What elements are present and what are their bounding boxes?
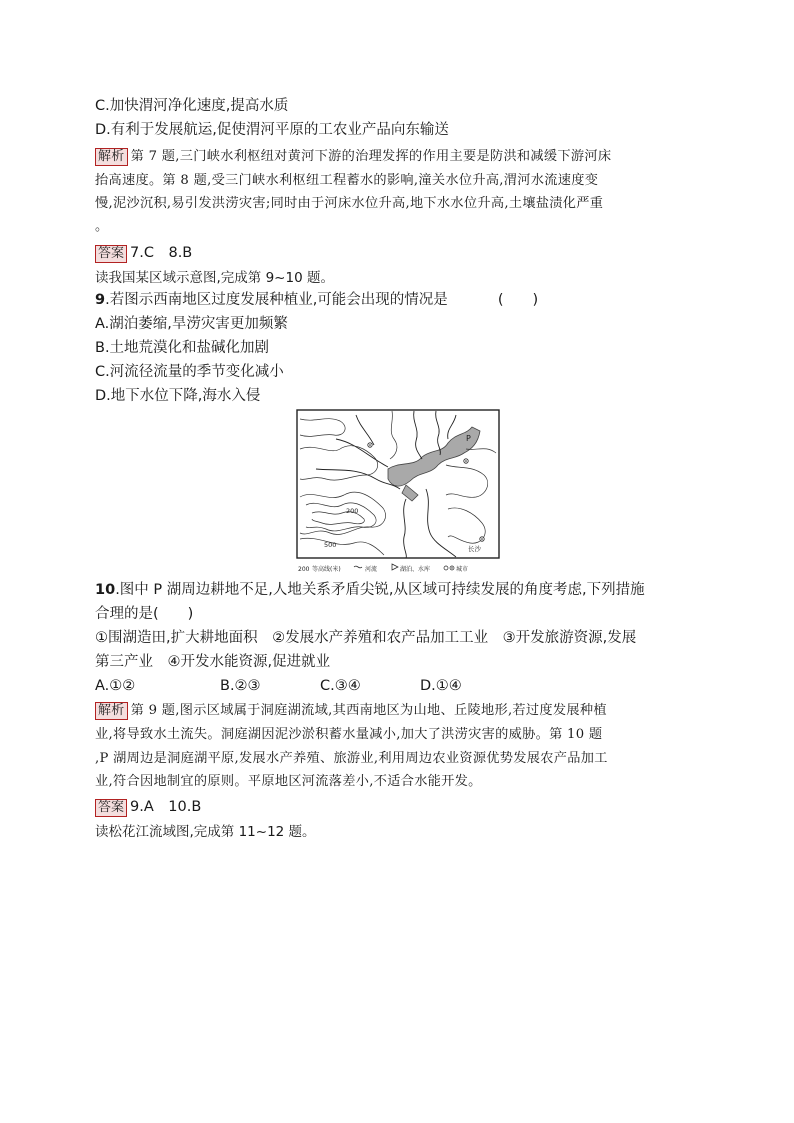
explanation-line: [95, 147, 611, 167]
intro-text: 读我国某区域示意图,完成第 9~10 题。: [95, 270, 334, 286]
intro-text: 读松花江流域图,完成第 11~12 题。: [95, 824, 316, 840]
explanation-line: [95, 701, 607, 721]
answer-line: [95, 797, 201, 817]
explanation-line: 抬高速度。第 8 题,受三门峡水利枢纽工程蓄水的影响,潼关水位升高,渭河水流速度变: [95, 173, 599, 188]
explanation-line: ,P 湖周边是洞庭湖平原,发展水产养殖、旅游业,利用周边农业资源优势发展农产品加工: [95, 751, 608, 766]
q9-option-b: B.土地荒漠化和盐碱化加剧: [95, 340, 270, 356]
question-number: 10: [95, 582, 116, 598]
legend-lake: 湖泊、水库: [400, 566, 431, 573]
answer-text: 7.C 8.B: [130, 245, 193, 261]
contour-label-200: 200: [346, 507, 359, 515]
city-legend-icon: [444, 566, 448, 570]
answer-text: 9.A 10.B: [130, 799, 202, 815]
question-9-stem: [95, 290, 538, 310]
question-10-stem-cont: 合理的是( ): [95, 606, 194, 622]
q10-option-d: D.①④: [420, 678, 462, 694]
q8-option-d: D.有利于发展航运,促使渭河平原的工农业产品向东输送: [95, 122, 449, 138]
q9-option-d: D.地下水位下降,海水入侵: [95, 388, 261, 404]
q10-option-b: B.②③: [220, 678, 261, 694]
q10-option-a: A.①②: [95, 678, 136, 694]
region-map: [296, 409, 500, 577]
answer-tag: 答案: [95, 245, 127, 263]
q10-options: [95, 676, 462, 696]
region-map-figure: [296, 409, 500, 577]
lake-label: P: [466, 434, 471, 443]
legend-contour: 等高线(米): [312, 566, 341, 573]
answer-tag: 答案: [95, 799, 127, 817]
q9-option-c: C.河流径流量的季节变化减小: [95, 364, 284, 380]
explanation-text: 第 7 题,三门峡水利枢纽对黄河下游的治理发挥的作用主要是防洪和减缓下游河床: [130, 149, 612, 164]
svg-text:200: 200: [298, 566, 310, 573]
explanation-text: 第 9 题,图示区域属于洞庭湖流域,其西南地区为山地、丘陵地形,若过度发展种植: [130, 703, 607, 718]
explanation-tag: 解析: [95, 148, 128, 166]
answer-blank: ( ): [497, 292, 539, 308]
map-legend: [298, 564, 468, 573]
question-number: 9: [95, 292, 106, 308]
contour-label-500: 500: [324, 541, 337, 549]
explanation-line: 。: [95, 219, 109, 234]
answer-line: [95, 243, 192, 263]
explanation-tag: 解析: [95, 702, 128, 720]
question-text: .图中 P 湖周边耕地不足,人地关系矛盾尖锐,从区域可持续发展的角度考虑,下列措施: [115, 582, 645, 598]
q10-statements: ①围湖造田,扩大耕地面积 ②发展水产养殖和农产品加工工业 ③开发旅游资源,发展: [95, 630, 637, 646]
question-text: .若图示西南地区过度发展种植业,可能会出现的情况是: [105, 292, 448, 308]
q10-statements-cont: 第三产业 ④开发水能资源,促进就业: [95, 654, 331, 670]
river-legend-icon: [354, 566, 362, 568]
city-label: 长沙: [468, 545, 481, 553]
explanation-line: 慢,泥沙沉积,易引发洪涝灾害;同时由于河床水位升高,地下水水位升高,土壤盐渍化严重: [95, 196, 604, 211]
q8-option-c: C.加快渭河净化速度,提高水质: [95, 98, 289, 114]
lake-legend-icon: [392, 564, 398, 570]
legend-river: 河流: [365, 566, 378, 573]
q9-option-a: A.湖泊萎缩,旱涝灾害更加频繁: [95, 316, 288, 332]
explanation-line: 业,符合因地制宜的原则。平原地区河流落差小,不适合水能开发。: [95, 774, 482, 789]
q10-option-c: C.③④: [320, 678, 361, 694]
explanation-line: 业,将导致水土流失。洞庭湖因泥沙淤积蓄水量减小,加大了洪涝灾害的威胁。第 10 题: [95, 727, 603, 742]
legend-city: 城市: [456, 566, 469, 573]
question-10-stem: [95, 580, 645, 600]
